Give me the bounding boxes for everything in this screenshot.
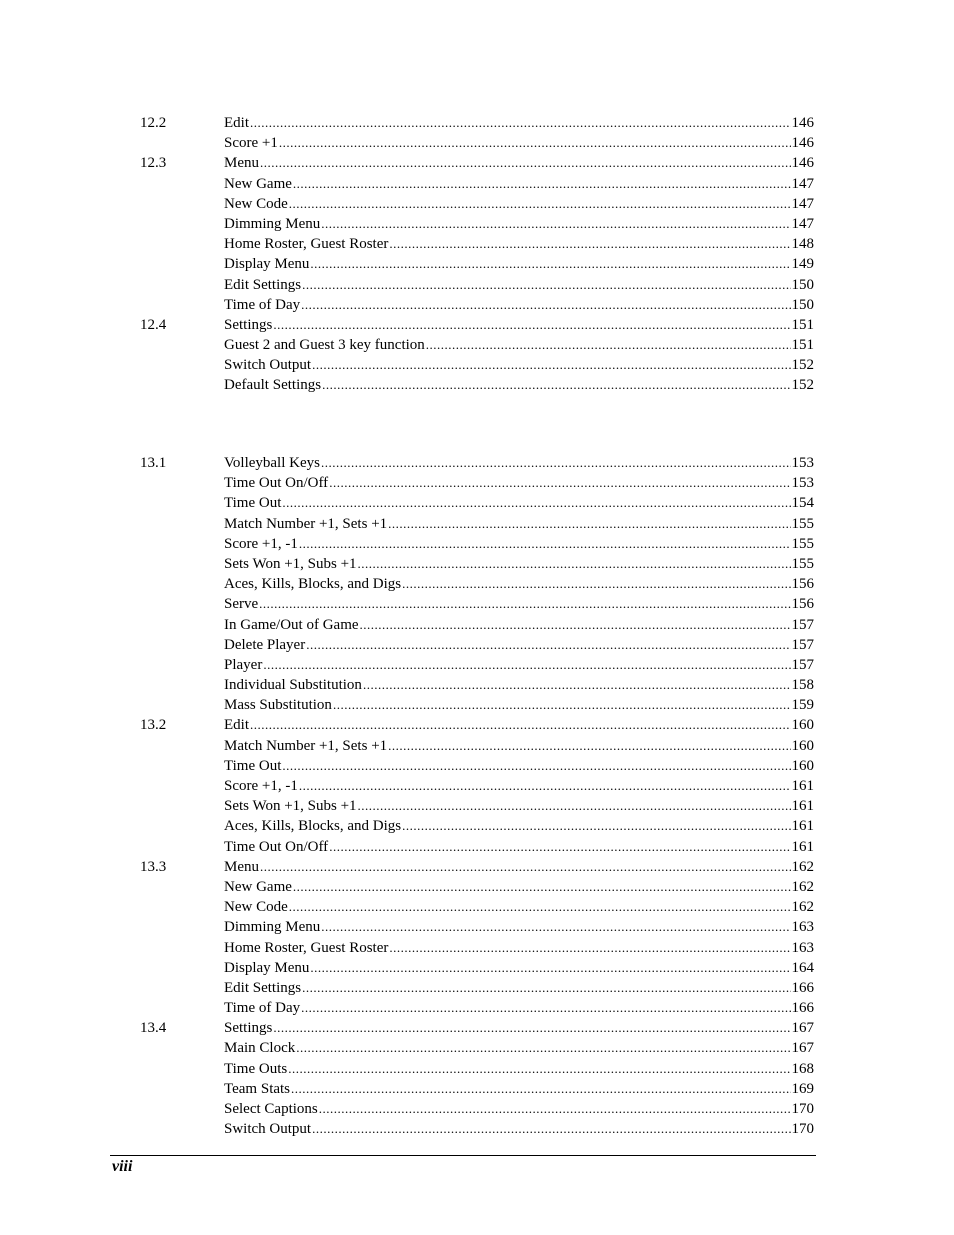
toc-entry[interactable] [0,295,954,315]
dot-leader [319,1099,791,1119]
toc-entry[interactable] [0,958,954,978]
entry-title: Time Out [224,757,282,774]
toc-entry-line [224,675,814,695]
entry-title: Match Number +1, Sets +1 [224,515,388,532]
entry-title: Time Out On/Off [224,838,329,855]
section-number: 12.4 [140,316,167,333]
entry-title: Display Menu [224,959,310,976]
toc-entry-line [224,1038,814,1058]
toc-entry-line [224,635,814,655]
toc-entry[interactable] [0,375,954,395]
toc-entry[interactable] [0,473,954,493]
toc-entry-line [224,275,814,295]
dot-leader [321,214,790,234]
toc-entry-line [224,756,814,776]
toc-entry-line [224,133,814,153]
entry-title: In Game/Out of Game [224,616,359,633]
toc-entry-line [224,153,814,173]
dot-leader [358,796,791,816]
toc-entry[interactable] [0,1038,954,1058]
entry-title: Switch Output [224,357,312,374]
toc-entry-line [224,295,814,315]
dot-leader [301,295,790,315]
entry-page-number: 162 [791,858,814,875]
entry-page-number: 170 [791,1121,814,1138]
toc-entry-line [224,534,814,554]
dot-leader [310,254,790,274]
toc-entry-line [224,315,814,335]
toc-entry-line [224,194,814,214]
toc-entry-line [224,917,814,937]
entry-title: Time of Day [224,296,301,313]
entry-title: Delete Player [224,636,306,653]
dot-leader [282,493,790,513]
toc-entry-line [224,355,814,375]
entry-page-number: 157 [791,656,814,673]
entry-title: New Game [224,878,292,895]
entry-title: Edit Settings [224,979,302,996]
entry-title: Menu [224,858,259,875]
entry-page-number: 163 [791,939,814,956]
dot-leader [279,133,791,153]
entry-page-number: 146 [791,115,814,131]
toc-entry[interactable] [0,877,954,897]
entry-title: Guest 2 and Guest 3 key function [224,337,425,354]
toc-entry[interactable] [0,1059,954,1079]
section-number: 13.1 [140,455,167,471]
entry-title: New Code [224,899,288,916]
toc-block-13 [0,453,954,1139]
toc-entry[interactable] [0,514,954,534]
entry-page-number: 161 [791,778,814,794]
entry-page-number: 169 [791,1080,814,1097]
toc-entry-line [224,695,814,715]
toc-entry[interactable] [0,837,954,857]
entry-page-number: 146 [791,155,814,172]
toc-entry[interactable] [0,615,954,635]
entry-title: Menu [224,155,259,172]
toc-entry[interactable] [0,153,954,173]
entry-page-number: 168 [791,1060,814,1077]
entry-title: Main Clock [224,1040,296,1057]
entry-page-number: 163 [791,919,814,936]
dot-leader [282,756,790,776]
toc-entry[interactable] [0,715,954,735]
entry-title: Display Menu [224,256,310,273]
toc-entry[interactable] [0,1119,954,1139]
entry-page-number: 150 [791,276,814,293]
entry-title: Time of Day [224,1000,301,1017]
toc-entry[interactable] [0,938,954,958]
toc-entry[interactable] [0,695,954,715]
toc-entry[interactable] [0,214,954,234]
entry-title: Individual Substitution [224,677,362,694]
dot-leader [321,917,790,937]
entry-page-number: 147 [791,175,814,192]
entry-title: Time Outs [224,1060,288,1077]
section-number: 13.3 [140,858,167,875]
entry-title: Serve [224,596,259,613]
toc-entry-line [224,978,814,998]
toc-entry-line [224,1018,814,1038]
toc-entry[interactable] [0,534,954,554]
dot-leader [299,534,791,554]
dot-leader [299,776,791,796]
dot-leader [250,113,791,133]
entry-title: Time Out [224,495,282,512]
entry-title: Settings [224,316,273,333]
toc-entry-line [224,254,814,274]
dot-leader [293,877,791,897]
toc-entry[interactable] [0,355,954,375]
entry-title: Score +1, -1 [224,535,298,552]
entry-title: New Code [224,195,288,212]
dot-leader [312,1119,790,1139]
dot-leader [289,194,791,214]
dot-leader [260,153,791,173]
toc-entry-line [224,857,814,877]
toc-entry-line [224,715,814,735]
dot-leader [389,234,790,254]
toc-entry-line [224,234,814,254]
toc-entry[interactable] [0,113,954,133]
entry-page-number: 156 [791,596,814,613]
toc-entry[interactable] [0,1079,954,1099]
entry-title: Sets Won +1, Subs +1 [224,555,357,572]
entry-title: Team Stats [224,1080,291,1097]
dot-leader [360,615,791,635]
toc-block-12 [0,113,954,396]
entry-title: Home Roster, Guest Roster [224,939,389,956]
toc-entry-line [224,776,814,796]
dot-leader [296,1038,790,1058]
toc-entry[interactable] [0,816,954,836]
entry-page-number: 153 [791,475,814,492]
entry-page-number: 156 [791,576,814,593]
toc-entry-line [224,453,814,473]
toc-entry[interactable] [0,675,954,695]
toc-entry-line [224,594,814,614]
entry-title: Sets Won +1, Subs +1 [224,798,357,815]
toc-entry[interactable] [0,194,954,214]
entry-page-number: 152 [791,357,814,374]
dot-leader [329,473,790,493]
toc-entry-line [224,174,814,194]
entry-page-number: 151 [791,316,814,333]
dot-leader [273,1018,790,1038]
dot-leader [306,635,790,655]
toc-entry[interactable] [0,998,954,1018]
toc-entry[interactable] [0,1099,954,1119]
dot-leader [402,816,790,836]
toc-entry-line [224,493,814,513]
entry-title: Edit [224,717,249,734]
toc-entry-line [224,796,814,816]
entry-page-number: 161 [791,838,814,855]
toc-entry-line [224,938,814,958]
entry-page-number: 160 [791,757,814,774]
entry-page-number: 160 [791,717,814,734]
entry-page-number: 155 [791,515,814,532]
entry-title: Home Roster, Guest Roster [224,236,389,253]
dot-leader [363,675,791,695]
dot-leader [388,736,790,756]
entry-page-number: 147 [791,195,814,212]
entry-page-number: 166 [791,979,814,996]
toc-entry-line [224,736,814,756]
entry-title: Volleyball Keys [224,455,320,471]
toc-entry[interactable] [0,776,954,796]
entry-page-number: 159 [791,697,814,714]
toc-entry[interactable] [0,756,954,776]
entry-page-number: 146 [791,135,814,152]
toc-entry[interactable] [0,493,954,513]
toc-entry[interactable] [0,978,954,998]
entry-page-number: 161 [791,818,814,835]
toc-entry-line [224,998,814,1018]
toc-entry[interactable] [0,315,954,335]
entry-title: Default Settings [224,377,322,394]
dot-leader [293,174,791,194]
toc-entry-line [224,816,814,836]
entry-title: Aces, Kills, Blocks, and Digs [224,818,402,835]
toc-entry-line [224,958,814,978]
section-number: 13.4 [140,1020,167,1037]
dot-leader [333,695,791,715]
entry-title: Settings [224,1020,273,1037]
entry-page-number: 158 [791,677,814,694]
entry-page-number: 149 [791,256,814,273]
entry-title: Player [224,656,263,673]
entry-title: Aces, Kills, Blocks, and Digs [224,576,402,593]
dot-leader [273,315,790,335]
dot-leader [426,335,791,355]
entry-title: Dimming Menu [224,215,321,232]
dot-leader [302,978,790,998]
entry-title: Dimming Menu [224,919,321,936]
entry-title: Select Captions [224,1101,318,1117]
section-number: 13.2 [140,717,167,734]
toc-entry-line [224,574,814,594]
entry-page-number: 166 [791,1000,814,1017]
toc-entry[interactable] [0,335,954,355]
toc-entry-line [224,655,814,675]
entry-page-number: 160 [791,737,814,754]
entry-page-number: 147 [791,215,814,232]
toc-entry-line [224,615,814,635]
toc-entry[interactable] [0,133,954,153]
toc-entry-line [224,1099,814,1119]
entry-title: Switch Output [224,1121,312,1138]
toc-entry-line [224,877,814,897]
section-number: 12.3 [140,155,167,172]
footer-divider [110,1155,816,1156]
toc-entry-line [224,554,814,574]
toc-entry-line [224,113,814,133]
entry-page-number: 170 [791,1101,814,1117]
entry-page-number: 161 [791,798,814,815]
toc-entry[interactable] [0,857,954,877]
entry-page-number: 162 [791,899,814,916]
dot-leader [289,897,791,917]
toc-entry-line [224,1119,814,1139]
entry-page-number: 153 [791,455,814,471]
toc-entry[interactable] [0,574,954,594]
dot-leader [312,355,790,375]
entry-page-number: 167 [791,1020,814,1037]
entry-page-number: 162 [791,878,814,895]
toc-entry[interactable] [0,453,954,473]
toc-entry-line [224,1059,814,1079]
dot-leader [263,655,790,675]
toc-entry[interactable] [0,275,954,295]
entry-title: Edit Settings [224,276,302,293]
entry-page-number: 154 [791,495,814,512]
toc-entry[interactable] [0,736,954,756]
toc-entry-line [224,897,814,917]
dot-leader [358,554,791,574]
entry-page-number: 164 [791,959,814,976]
toc-entry[interactable] [0,234,954,254]
dot-leader [288,1059,790,1079]
entry-title: Score +1 [224,135,278,152]
toc-entry[interactable] [0,796,954,816]
dot-leader [301,998,790,1018]
entry-page-number: 151 [791,337,814,354]
entry-page-number: 157 [791,616,814,633]
toc-entry-line [224,335,814,355]
entry-page-number: 167 [791,1040,814,1057]
dot-leader [321,453,791,473]
toc-entry-line [224,837,814,857]
toc-entry[interactable] [0,635,954,655]
dot-leader [259,594,790,614]
toc-entry[interactable] [0,655,954,675]
entry-page-number: 150 [791,296,814,313]
toc-entry-line [224,1079,814,1099]
entry-title: Score +1, -1 [224,778,298,794]
toc-entry[interactable] [0,917,954,937]
dot-leader [260,857,791,877]
dot-leader [402,574,790,594]
toc-entry[interactable] [0,254,954,274]
dot-leader [389,938,790,958]
dot-leader [322,375,790,395]
toc-entry-line [224,375,814,395]
entry-title: Edit [224,115,249,131]
entry-title: Match Number +1, Sets +1 [224,737,388,754]
entry-page-number: 148 [791,236,814,253]
section-number: 12.2 [140,115,167,131]
toc-entry-line [224,473,814,493]
toc-entry[interactable] [0,594,954,614]
toc-entry-line [224,214,814,234]
entry-page-number: 155 [791,555,814,572]
dot-leader [302,275,790,295]
entry-title: New Game [224,175,292,192]
toc-entry[interactable] [0,174,954,194]
entry-title: Mass Substitution [224,697,332,714]
toc-entry[interactable] [0,1018,954,1038]
entry-title: Time Out On/Off [224,475,329,492]
dot-leader [250,715,791,735]
entry-page-number: 157 [791,636,814,653]
footer-page-number: viii [112,1158,133,1175]
toc-entry[interactable] [0,897,954,917]
dot-leader [388,514,790,534]
dot-leader [329,837,790,857]
toc-entry-line [224,514,814,534]
entry-page-number: 152 [791,377,814,394]
dot-leader [310,958,790,978]
entry-page-number: 155 [791,535,814,552]
toc-entry[interactable] [0,554,954,574]
dot-leader [291,1079,790,1099]
